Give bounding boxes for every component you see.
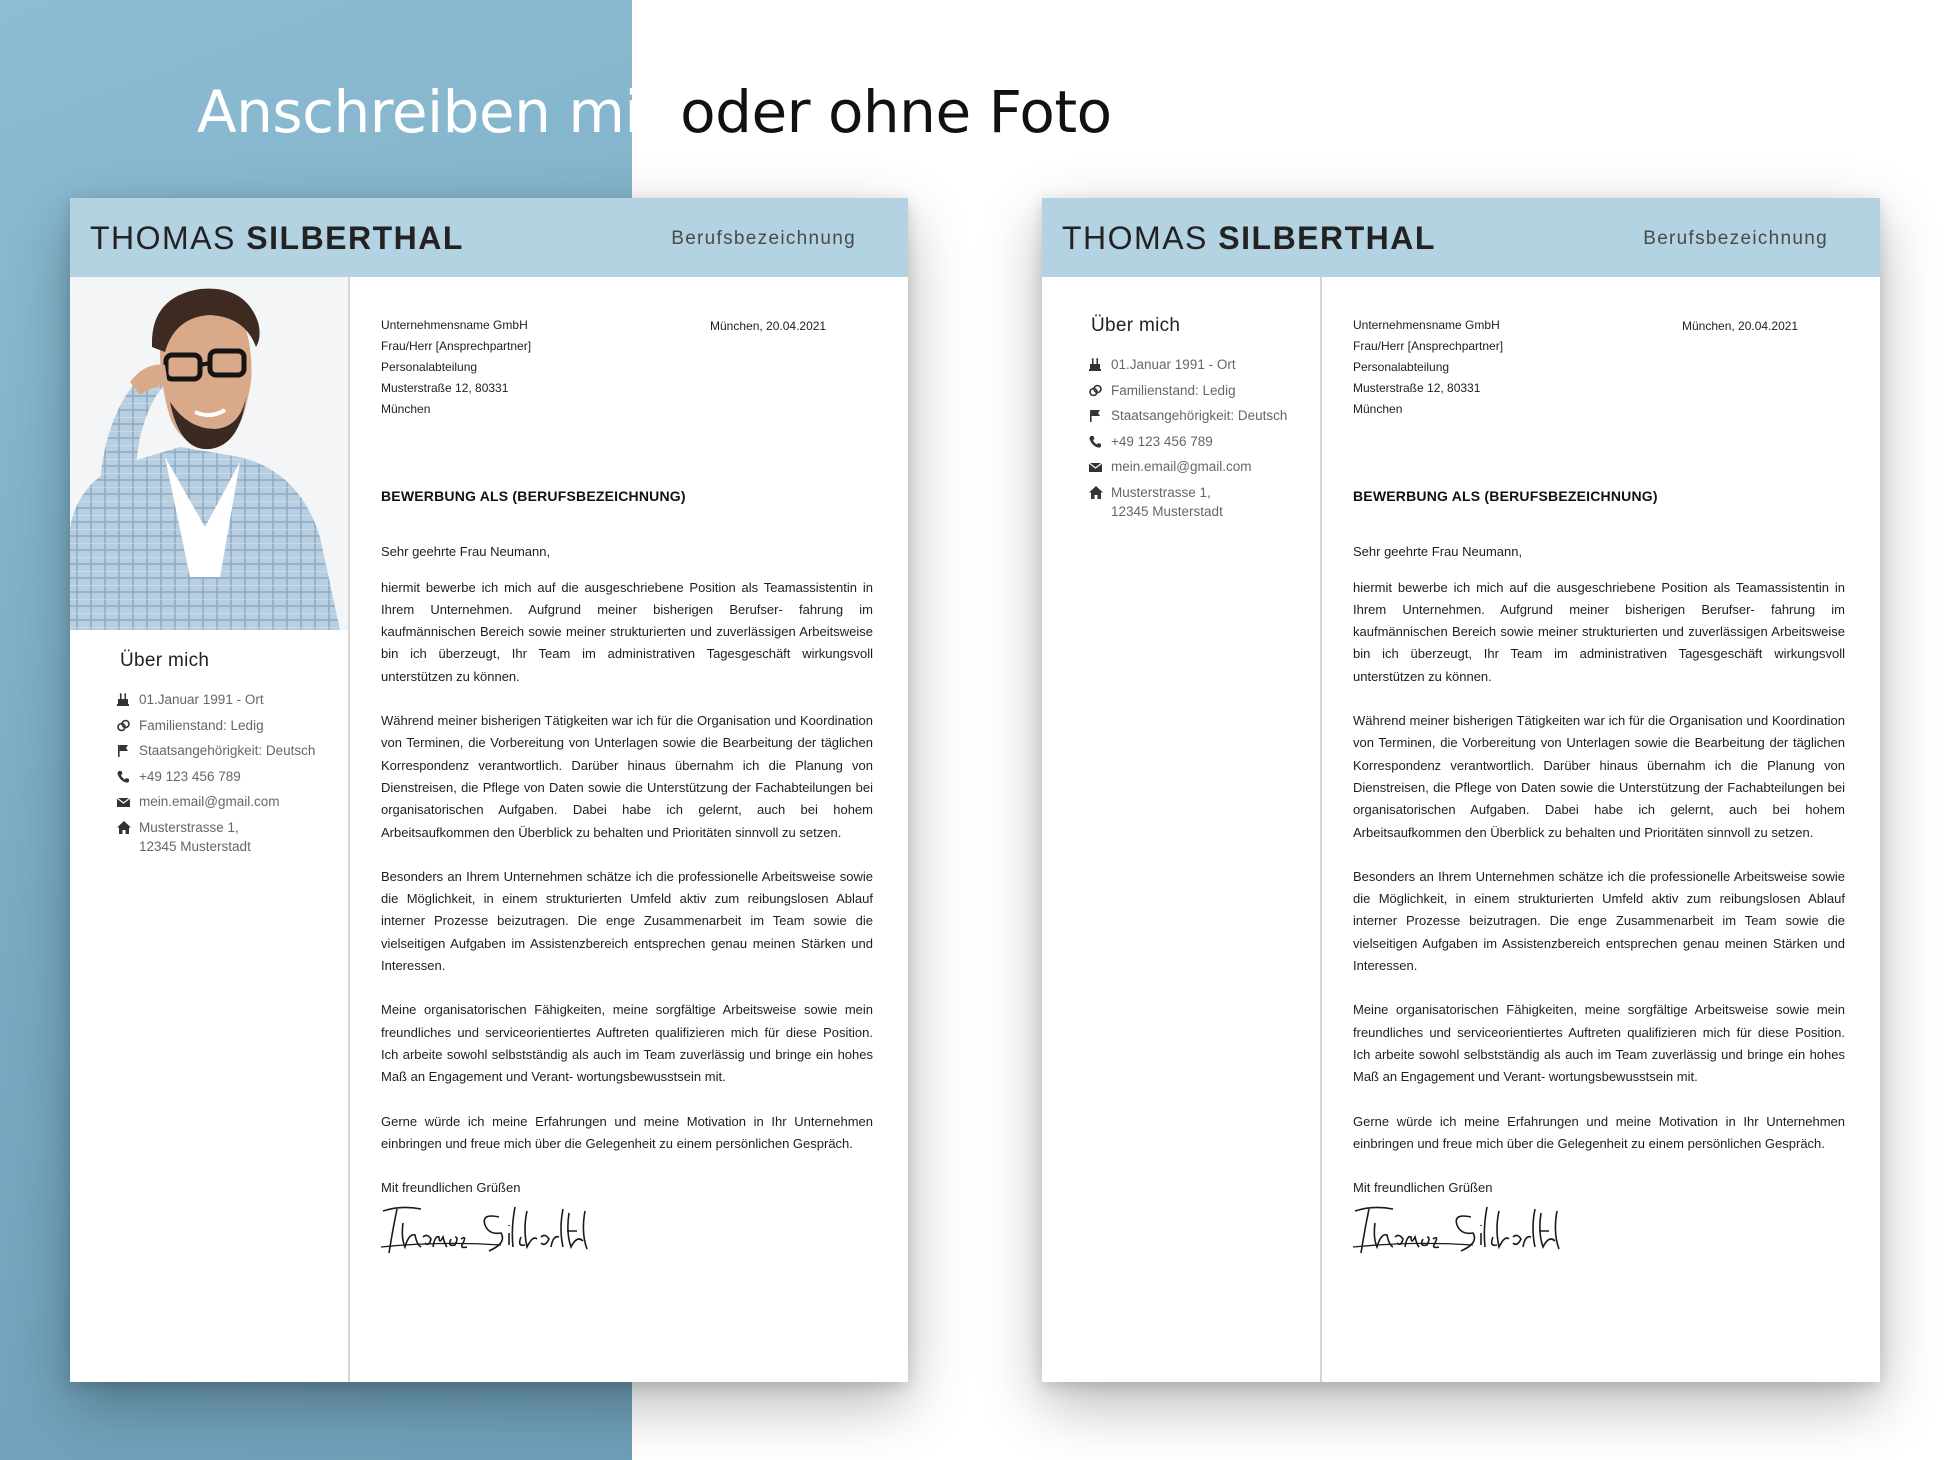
- marital-status: [117, 716, 348, 742]
- recipient-line-4: Musterstraße 12, 80331: [381, 381, 509, 395]
- address-line-2: 12345 Musterstadt: [1111, 503, 1223, 519]
- phone-line-1: +49 123 456 789: [1111, 433, 1213, 449]
- phone: [1089, 432, 1320, 458]
- recipient-line-5: München: [1353, 402, 1403, 416]
- home-icon: [117, 818, 139, 834]
- headline-part2: oder ohne Foto: [680, 78, 1112, 146]
- envelope-icon: [1089, 457, 1111, 473]
- profile-photo: [70, 277, 348, 630]
- last-name: SILBERTHAL: [1218, 220, 1436, 256]
- email: [1089, 457, 1320, 483]
- paragraph-5: Gerne würde ich meine Erfahrungen und meine Motivation in Ihr Unternehmen einbringen und freue mich über die Gelegenheit zu einem persönlichen Gespräch.: [381, 1113, 873, 1151]
- paragraph-1: hiermit bewerbe ich mich auf die ausgeschriebene Position als Teamassistentin in Ihrem Unternehmen. Aufgrund meiner bisherigen Berufser- fahrung im kaufmännischen Bereich sowie meiner strukturierten und zuverlässigen Arbeitsweise bin ich überzeugt, Ihr Team im administrativen Tagesgeschäft wirkungsvoll unterstützen zu können.: [1353, 579, 1845, 684]
- recipient-line-1: Unternehmensname GmbH: [1353, 318, 1500, 332]
- first-name: THOMAS: [1062, 220, 1208, 256]
- phone-icon: [117, 767, 139, 783]
- envelope-icon: [117, 792, 139, 808]
- about-me-heading: Über mich: [120, 650, 210, 671]
- recipient-line-5: München: [381, 402, 431, 416]
- recipient-line-2: Frau/Herr [Ansprechpartner]: [1353, 339, 1504, 353]
- birth-line-1: 01.Januar 1991 - Ort: [1111, 357, 1236, 372]
- headline-part1: Anschreiben mit: [197, 78, 663, 146]
- marital-status: [1089, 381, 1320, 407]
- birth-line-1: 01.Januar 1991 - Ort: [139, 692, 264, 707]
- personal-info-list: [70, 690, 348, 856]
- letter-subject: BEWERBUNG ALS (BERUFSBEZEICHNUNG): [381, 488, 686, 504]
- recipient-line-2: Frau/Herr [Ansprechpartner]: [381, 339, 532, 353]
- phone-line-1: +49 123 456 789: [139, 768, 241, 784]
- email: [117, 792, 348, 818]
- nationality-line-1: Staatsangehörigkeit: Deutsch: [1111, 408, 1288, 423]
- recipient-address: [1353, 315, 1845, 420]
- cake-icon: [117, 690, 139, 706]
- column-divider: [348, 277, 350, 1382]
- column-divider: [1320, 277, 1322, 1382]
- last-name: SILBERTHAL: [246, 220, 464, 256]
- home-icon: [1089, 483, 1111, 499]
- email-line-1: mein.email@gmail.com: [139, 794, 280, 809]
- paragraph-4: Meine organisatorischen Fähigkeiten, meine sorgfältige Arbeitsweise sowie mein freundliches und serviceorientiertes Auftreten qualifizieren mich für diese Position. Ich arbeite sowohl selbstständig als auch im Team zuverlässig und bringe ein hohes Maß an Engagement und Verant- wortungsbewusstsein mit.: [381, 1002, 873, 1085]
- paragraph-4: Meine organisatorischen Fähigkeiten, meine sorgfältige Arbeitsweise sowie mein freundliches und serviceorientiertes Auftreten qualifizieren mich für diese Position. Ich arbeite sowohl selbstständig als auch im Team zuverlässig und bringe ein hohes Maß an Engagement und Verant- wortungsbewusstsein mit.: [1353, 1002, 1845, 1085]
- letter-body: [381, 315, 873, 1259]
- recipient-address: [381, 315, 873, 420]
- letter-date: München, 20.04.2021: [710, 319, 827, 333]
- handwritten-signature: [381, 1203, 873, 1259]
- birth-info: [117, 690, 348, 716]
- rings-icon: [1089, 381, 1111, 397]
- email-line-1: mein.email@gmail.com: [1111, 459, 1252, 474]
- header-banner: [70, 198, 908, 277]
- closing: Mit freundlichen Grüßen: [1353, 1180, 1493, 1196]
- recipient-line-3: Personalabteilung: [381, 360, 478, 374]
- paragraph-2: Während meiner bisherigen Tätigkeiten war ich für die Organisation und Koordination von Terminen, die Vorbereitung von Unterlagen sowie die Bearbeitung der täglichen Korrespondenz verantwortlich. Darüber hinaus übernahm ich die Planung von Dienstreisen, die Pflege von Daten sowie die Unterstützung der Fachabteilungen bei organisatorischen Aufgaben. Dabei habe ich gelernt, auch bei hohem Arbeitsaufkommen den Überblick zu behalten und Prioritäten sinnvoll zu setzen.: [1353, 713, 1845, 840]
- cake-icon: [1089, 355, 1111, 371]
- rings-icon: [117, 716, 139, 732]
- address: [117, 818, 348, 856]
- sidebar: [70, 650, 348, 856]
- letter-subject: BEWERBUNG ALS (BERUFSBEZEICHNUNG): [1353, 488, 1658, 504]
- birth-info: [1089, 355, 1320, 381]
- applicant-name: [90, 220, 464, 257]
- flag-icon: [1089, 406, 1111, 422]
- recipient-line-4: Musterstraße 12, 80331: [1353, 381, 1481, 395]
- address-line-1: Musterstrasse 1,: [1111, 484, 1211, 500]
- handwritten-signature: [1353, 1203, 1845, 1259]
- marital-line-1: Familienstand: Ledig: [139, 717, 264, 733]
- applicant-name: [1062, 220, 1436, 257]
- closing: Mit freundlichen Grüßen: [381, 1180, 521, 1196]
- flag-icon: [117, 741, 139, 757]
- headline: [197, 72, 1112, 152]
- marital-line-1: Familienstand: Ledig: [1111, 382, 1236, 398]
- letter-date: München, 20.04.2021: [1682, 319, 1799, 333]
- paragraph-1: hiermit bewerbe ich mich auf die ausgeschriebene Position als Teamassistentin in Ihrem Unternehmen. Aufgrund meiner bisherigen Berufser- fahrung im kaufmännischen Bereich sowie meiner strukturierten und zuverlässigen Arbeitsweise bin ich überzeugt, Ihr Team im administrativen Tagesgeschäft wirkungsvoll unterstützen zu können.: [381, 579, 873, 684]
- about-me-heading: Über mich: [1091, 315, 1181, 336]
- nationality-line-1: Staatsangehörigkeit: Deutsch: [139, 743, 316, 758]
- sidebar: [1042, 315, 1320, 521]
- recipient-line-3: Personalabteilung: [1353, 360, 1450, 374]
- paragraph-3: Besonders an Ihrem Unternehmen schätze ich die professionelle Arbeitsweise sowie die Möglichkeit, in einem strukturierten Umfeld aktiv zum reibungslosen Ablauf interner Prozesse beizutragen. Die enge Zusammenarbeit im Team sowie die vielseitigen Aufgaben im Assistenzbereich entsprechen genau meinen Stärken und Interessen.: [381, 868, 873, 974]
- paragraph-2: Während meiner bisherigen Tätigkeiten war ich für die Organisation und Koordination von Terminen, die Vorbereitung von Unterlagen sowie die Bearbeitung der täglichen Korrespondenz verantwortlich. Darüber hinaus übernahm ich die Planung von Dienstreisen, die Pflege von Daten sowie die Unterstützung der Fachabteilungen bei organisatorischen Aufgaben. Dabei habe ich gelernt, auch bei hohem Arbeitsaufkommen den Überblick zu behalten und Prioritäten sinnvoll zu setzen.: [381, 713, 873, 840]
- personal-info-list: [1042, 355, 1320, 521]
- recipient-line-1: Unternehmensname GmbH: [381, 318, 528, 332]
- letter-body: [1353, 315, 1845, 1259]
- phone-icon: [1089, 432, 1111, 448]
- salutation: Sehr geehrte Frau Neumann,: [1353, 544, 1523, 560]
- nationality: [1089, 406, 1320, 432]
- nationality: [117, 741, 348, 767]
- salutation: Sehr geehrte Frau Neumann,: [381, 544, 551, 560]
- letter-page-with-photo: [70, 198, 908, 1382]
- phone: [117, 767, 348, 793]
- job-title: Berufsbezeichnung: [1643, 228, 1828, 249]
- header-banner: [1042, 198, 1880, 277]
- paragraph-5: Gerne würde ich meine Erfahrungen und meine Motivation in Ihr Unternehmen einbringen und freue mich über die Gelegenheit zu einem persönlichen Gespräch.: [1353, 1113, 1845, 1151]
- address-line-2: 12345 Musterstadt: [139, 838, 251, 854]
- first-name: THOMAS: [90, 220, 236, 256]
- letter-page-without-photo: [1042, 198, 1880, 1382]
- address-line-1: Musterstrasse 1,: [139, 819, 239, 835]
- job-title: Berufsbezeichnung: [671, 228, 856, 249]
- paragraph-3: Besonders an Ihrem Unternehmen schätze ich die professionelle Arbeitsweise sowie die Möglichkeit, in einem strukturierten Umfeld aktiv zum reibungslosen Ablauf interner Prozesse beizutragen. Die enge Zusammenarbeit im Team sowie die vielseitigen Aufgaben im Assistenzbereich entsprechen genau meinen Stärken und Interessen.: [1353, 868, 1845, 974]
- address: [1089, 483, 1320, 521]
